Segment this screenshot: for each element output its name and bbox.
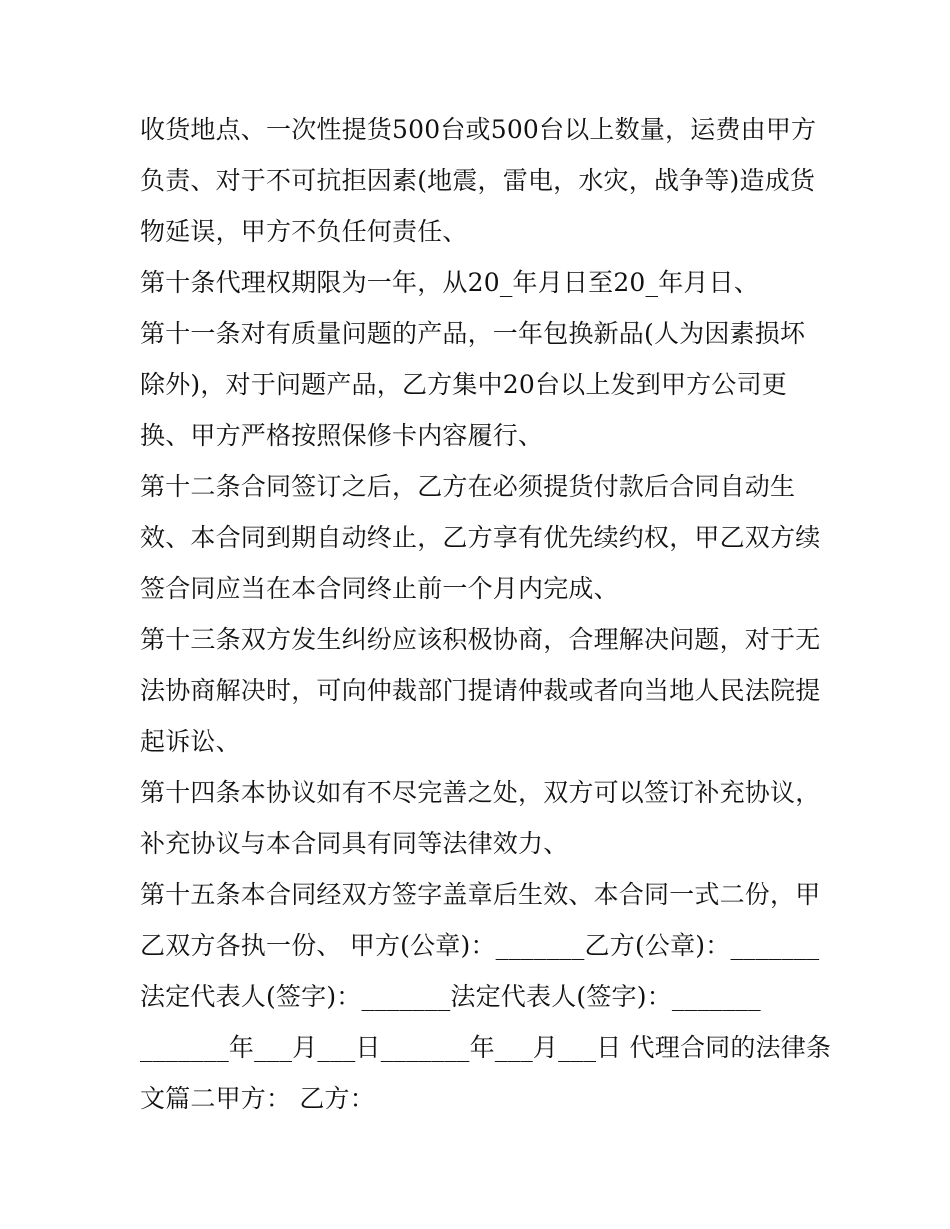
text-line-16: 第十五条本合同经双方签字盖章后生效、本合同一式二份，甲 bbox=[140, 880, 821, 909]
text-line-2: 负责、对于不可抗拒因素(地震，雷电，水灾，战争等)造成货 bbox=[140, 166, 816, 195]
text-line-19: _______年___月___日_______年___月___日 代理合同的法律条 bbox=[140, 1033, 832, 1062]
text-line-9: 效、本合同到期自动终止，乙方享有优先续约权，甲乙双方续 bbox=[140, 523, 821, 552]
text-line-8: 第十二条合同签订之后，乙方在必须提货付款后合同自动生 bbox=[140, 472, 796, 501]
text-line-10: 签合同应当在本合同终止前一个月内完成、 bbox=[140, 574, 619, 603]
text-line-20: 文篇二甲方： 乙方： bbox=[140, 1084, 375, 1113]
text-line-11: 第十三条双方发生纠纷应该积极协商，合理解决问题，对于无 bbox=[140, 625, 821, 654]
text-line-15: 补充协议与本合同具有同等法律效力、 bbox=[140, 829, 569, 858]
text-line-7: 换、甲方严格按照保修卡内容履行、 bbox=[140, 421, 544, 450]
text-line-4: 第十条代理权期限为一年，从20_年月日至20_年月日、 bbox=[140, 268, 760, 297]
text-line-5: 第十一条对有质量问题的产品，一年包换新品(人为因素损坏 bbox=[140, 319, 806, 348]
text-line-1: 收货地点、一次性提货500台或500台以上数量，运费由甲方 bbox=[140, 115, 817, 144]
document-body bbox=[140, 104, 832, 1124]
text-line-17: 乙双方各执一份、 甲方(公章)：_______乙方(公章)：_______ bbox=[140, 931, 820, 960]
text-line-13: 起诉讼、 bbox=[140, 727, 241, 756]
text-line-3: 物延误，甲方不负任何责任、 bbox=[140, 217, 468, 246]
text-line-12: 法协商解决时，可向仲裁部门提请仲裁或者向当地人民法院提 bbox=[140, 676, 821, 705]
text-line-14: 第十四条本协议如有不尽完善之处，双方可以签订补充协议， bbox=[140, 778, 821, 807]
text-line-18: 法定代表人(签字)：_______法定代表人(签字)：_______ bbox=[140, 982, 761, 1011]
text-line-6: 除外)，对于问题产品，乙方集中20台以上发到甲方公司更 bbox=[140, 370, 787, 399]
